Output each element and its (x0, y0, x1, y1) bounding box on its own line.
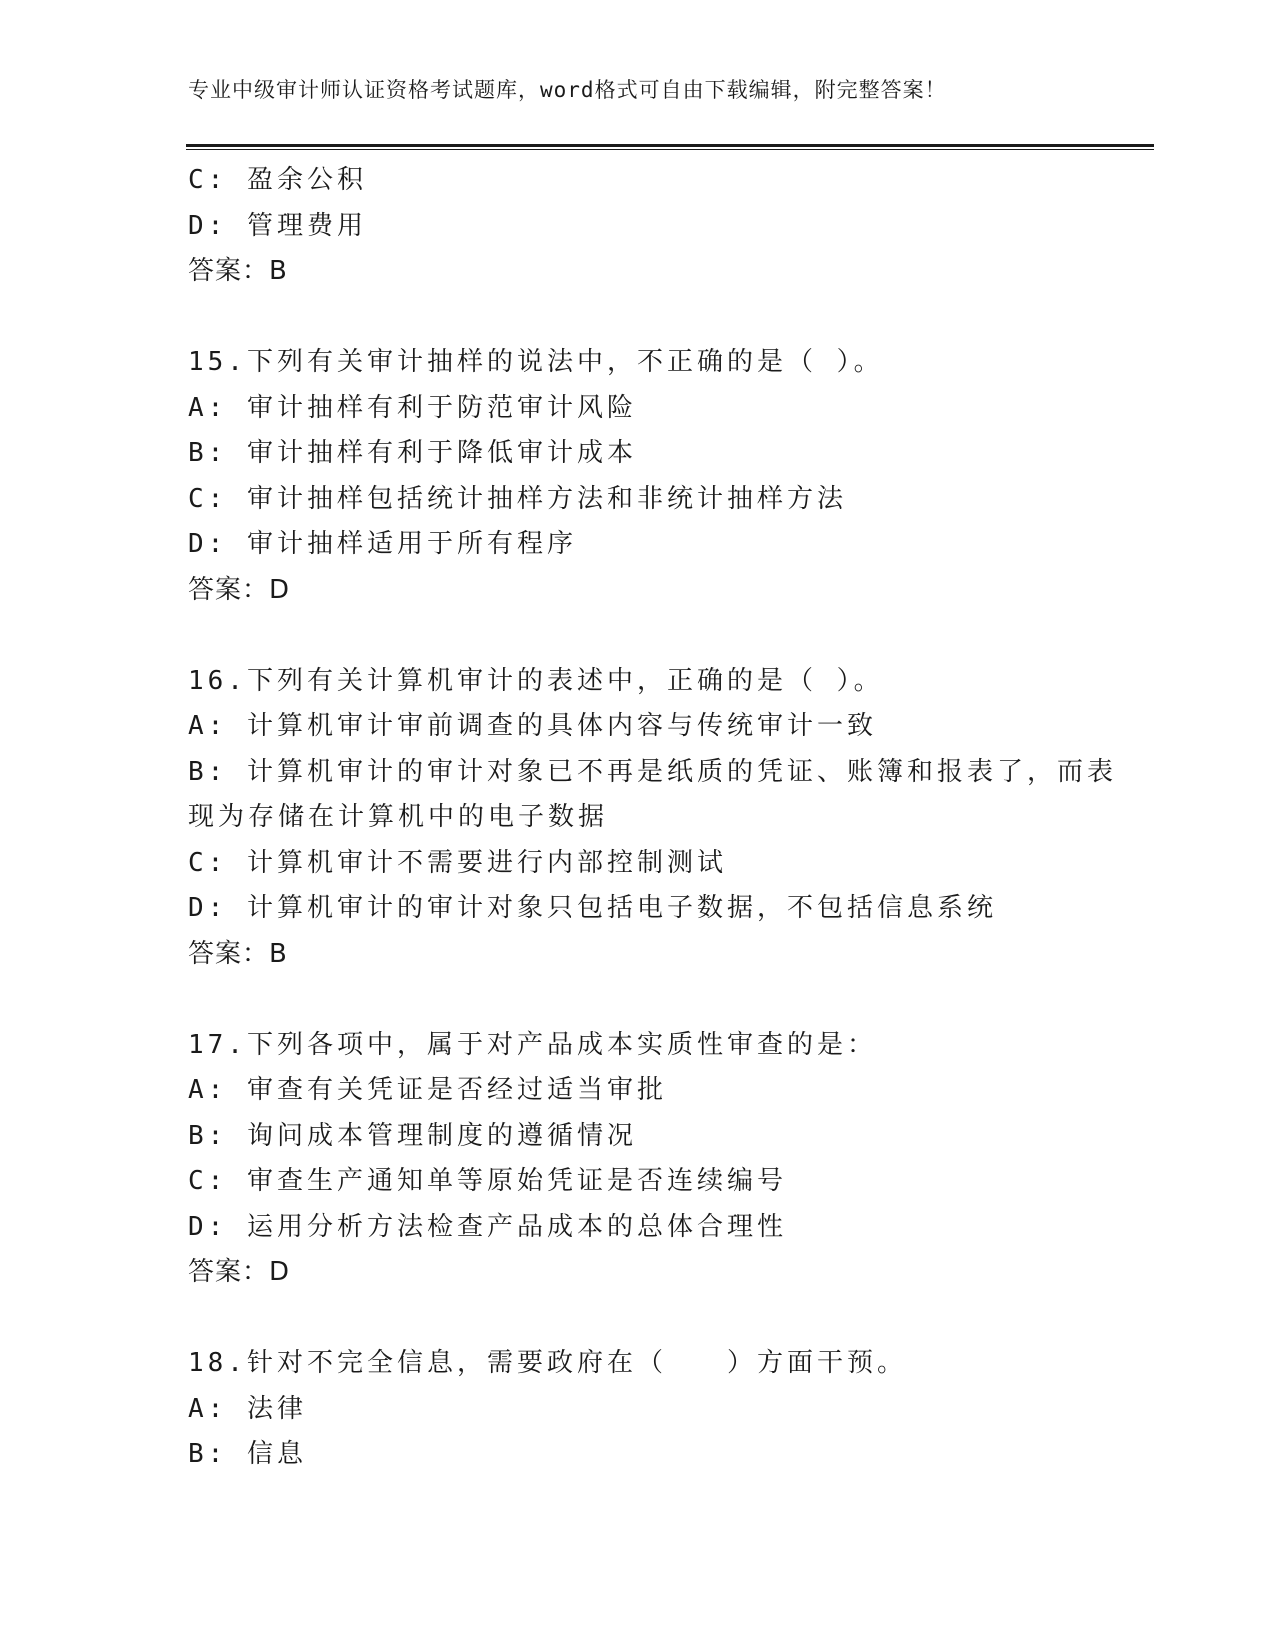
option-b-continuation: 现为存储在计算机中的电子数据 (188, 802, 609, 832)
page-header: 专业中级审计师认证资格考试题库，word格式可自由下载编辑，附完整答案！ (188, 78, 947, 102)
option-text: 信息 (246, 1439, 307, 1469)
answer-line: 答案：D (188, 574, 291, 605)
option-text: 审查有关凭证是否经过适当审批 (246, 1075, 667, 1105)
option-label: A: (188, 711, 228, 741)
question-18-stem: 18.针对不完全信息，需要政府在（ ）方面干预。 (188, 1348, 907, 1378)
header-divider (186, 144, 1154, 150)
option-text: 审查生产通知单等原始凭证是否连续编号 (246, 1166, 787, 1196)
option-label: D: (188, 1211, 228, 1242)
option-text: 审计抽样有利于降低审计成本 (246, 438, 637, 468)
option-label: C: (188, 1166, 228, 1196)
option-text: 盈余公积 (246, 165, 367, 195)
answer-line: 答案：B (188, 938, 288, 969)
option-label: A: (188, 1393, 228, 1424)
answer-line: 答案：D (188, 1257, 291, 1287)
option-text: 审计抽样有利于防范审计风险 (246, 392, 637, 423)
option-text: 审计抽样包括统计抽样方法和非统计抽样方法 (246, 483, 847, 514)
option-label: C: (188, 847, 228, 878)
option-text: 计算机审计的审计对象已不再是纸质的凭证、账簿和报表了，而表 (246, 756, 1117, 787)
option-b (188, 1114, 1128, 1160)
option-text: 运用分析方法检查产品成本的总体合理性 (246, 1211, 787, 1242)
option-a (188, 386, 1128, 432)
option-label: D: (188, 893, 228, 923)
option-b (188, 750, 1128, 796)
option-a (188, 1387, 1128, 1433)
option-c (188, 477, 1128, 523)
option-d (188, 1205, 1128, 1251)
option-label: C: (188, 483, 228, 514)
option-label: B: (188, 756, 228, 787)
option-label: B: (188, 1120, 228, 1151)
option-a (188, 704, 1128, 750)
option-text: 管理费用 (246, 210, 367, 241)
option-text: 审计抽样适用于所有程序 (246, 529, 577, 559)
option-label: C: (188, 165, 228, 195)
question-17-stem: 17.下列各项中，属于对产品成本实质性审查的是： (188, 1029, 877, 1060)
option-text: 询问成本管理制度的遵循情况 (246, 1120, 637, 1151)
option-text: 法律 (246, 1393, 307, 1424)
option-text: 计算机审计不需要进行内部控制测试 (246, 847, 727, 878)
answer-line: 答案：B (188, 256, 288, 286)
option-c (188, 841, 1128, 887)
option-label: B: (188, 1439, 228, 1469)
option-c (188, 158, 1128, 204)
option-b (188, 1432, 1128, 1478)
option-label: B: (188, 438, 228, 468)
option-d (188, 204, 1128, 250)
option-d (188, 522, 1128, 568)
option-d (188, 886, 1128, 932)
option-label: A: (188, 1075, 228, 1105)
document-body (188, 158, 1128, 1478)
option-label: D: (188, 529, 228, 559)
question-16-stem: 16.下列有关计算机审计的表述中，正确的是（ ）。 (188, 665, 884, 696)
option-text: 计算机审计的审计对象只包括电子数据，不包括信息系统 (246, 893, 997, 923)
option-text: 计算机审计审前调查的具体内容与传统审计一致 (246, 711, 877, 741)
option-c (188, 1159, 1128, 1205)
option-label: D: (188, 210, 228, 241)
option-b (188, 431, 1128, 477)
option-a (188, 1068, 1128, 1114)
option-label: A: (188, 392, 228, 423)
question-15-stem: 15.下列有关审计抽样的说法中，不正确的是（ ）。 (188, 347, 884, 377)
